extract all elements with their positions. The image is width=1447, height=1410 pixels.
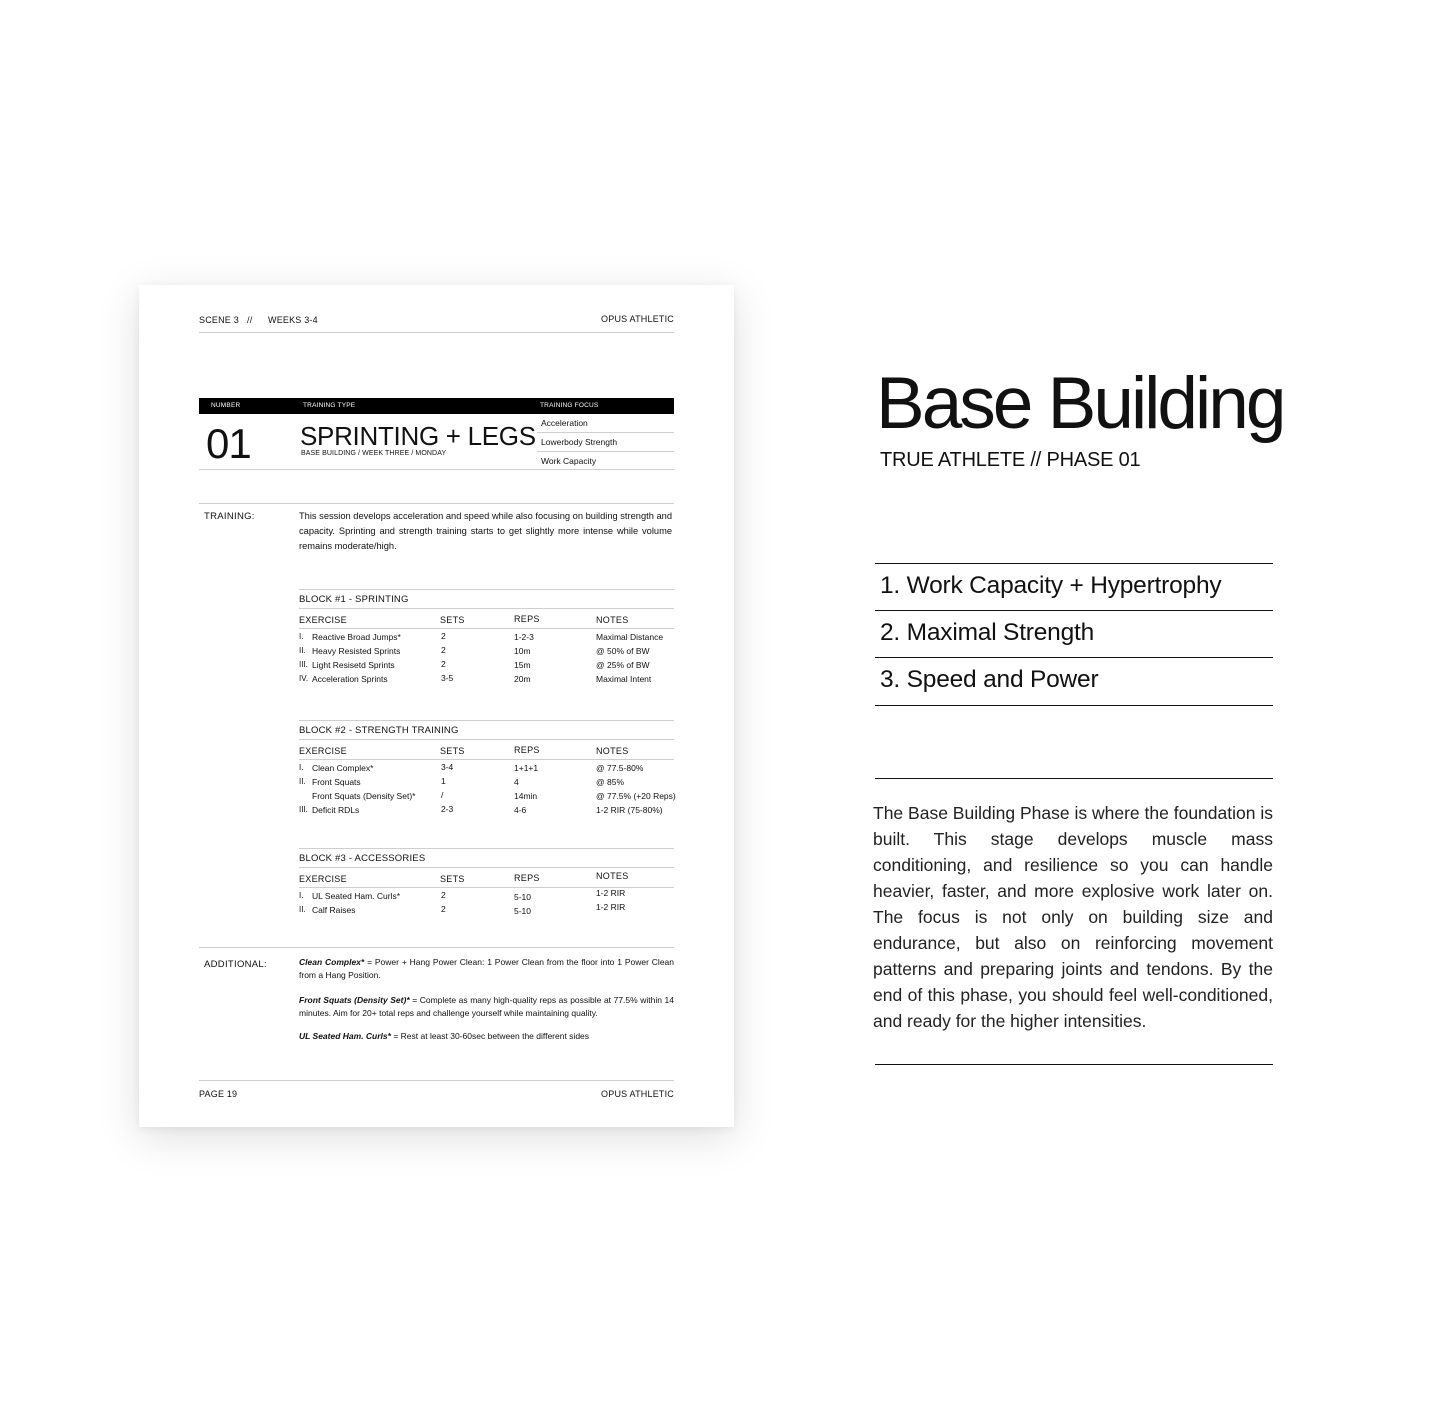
row-numeral: I. xyxy=(299,763,304,772)
row-numeral: III. xyxy=(299,660,308,669)
row-reps: 4-6 xyxy=(514,805,527,815)
row-notes: 1-2 RIR xyxy=(596,902,626,912)
additional-label: ADDITIONAL: xyxy=(204,959,267,970)
paragraph-top-divider xyxy=(875,778,1273,779)
row-sets: 1 xyxy=(441,776,446,786)
col-notes: NOTES xyxy=(596,746,629,756)
col-reps: REPS xyxy=(514,614,540,624)
block-top-divider xyxy=(299,720,674,721)
bar-type-label: TRAINING TYPE xyxy=(303,402,356,409)
col-exercise: EXERCISE xyxy=(299,746,347,756)
bar-focus-label: TRAINING FOCUS xyxy=(540,402,599,409)
phase-list-item: 2. Maximal Strength xyxy=(880,619,1095,646)
row-sets: 3-5 xyxy=(441,673,454,683)
table-row xyxy=(299,674,679,688)
col-sets: SETS xyxy=(440,615,465,625)
col-sets: SETS xyxy=(440,874,465,884)
row-sets: 2-3 xyxy=(441,804,454,814)
row-notes: Maximal Distance xyxy=(596,632,664,642)
phase-list-divider xyxy=(875,705,1273,706)
footer-brand: OPUS ATHLETIC xyxy=(601,1089,674,1099)
row-exercise: Acceleration Sprints xyxy=(312,674,388,684)
row-sets: 2 xyxy=(441,904,446,914)
row-reps: 10m xyxy=(514,646,531,656)
row-notes: @ 77.5% (+20 Reps) xyxy=(596,791,676,801)
row-notes: @ 25% of BW xyxy=(596,660,650,670)
row-reps: 5-10 xyxy=(514,906,532,916)
phase-title: Base Building xyxy=(876,363,1284,444)
phase-list-item: 1. Work Capacity + Hypertrophy xyxy=(880,572,1222,599)
block-title-divider xyxy=(299,867,674,868)
focus-item: Acceleration xyxy=(541,418,588,428)
table-row xyxy=(299,632,679,646)
table-row xyxy=(299,805,679,819)
row-exercise: Front Squats xyxy=(312,777,361,787)
row-notes: @ 85% xyxy=(596,777,625,787)
focus-divider xyxy=(537,432,674,433)
row-notes: @ 77.5-80% xyxy=(596,763,644,773)
row-reps: 4 xyxy=(514,777,519,787)
focus-item: Lowerbody Strength xyxy=(541,437,618,447)
row-exercise: Reactive Broad Jumps* xyxy=(312,632,401,642)
row-notes: 1-2 RIR (75-80%) xyxy=(596,805,663,815)
row-sets: 3-4 xyxy=(441,762,454,772)
additional-note xyxy=(299,956,674,982)
header-separator: // xyxy=(247,315,253,325)
bar-number-label: NUMBER xyxy=(211,402,241,409)
phase-list-divider xyxy=(875,657,1273,658)
workout-page xyxy=(139,285,734,1127)
table-row xyxy=(299,902,679,919)
focus-item: Work Capacity xyxy=(541,456,597,466)
header-weeks: WEEKS 3-4 xyxy=(268,315,318,325)
row-reps: 20m xyxy=(514,674,531,684)
row-sets: / xyxy=(441,790,444,800)
row-numeral: II. xyxy=(299,905,306,914)
row-numeral: I. xyxy=(299,891,304,900)
row-exercise: Light Resisetd Sprints xyxy=(312,660,395,670)
row-sets: 2 xyxy=(441,645,446,655)
col-sets: SETS xyxy=(440,746,465,756)
col-divider xyxy=(299,759,674,760)
col-divider xyxy=(299,628,674,629)
session-divider xyxy=(199,469,674,470)
training-description: This session develops acceleration and speed while also focusing on building strength and capacity. Sprinting and strength training starts to get slightly more intense while volume remains moderate/high. xyxy=(299,511,672,551)
row-numeral: II. xyxy=(299,777,306,786)
note-text: = Rest at least 30-60sec between the different sides xyxy=(390,1031,590,1041)
focus-divider xyxy=(537,451,674,452)
header-scene: SCENE 3 xyxy=(199,315,239,325)
row-reps: 15m xyxy=(514,660,531,670)
additional-divider xyxy=(199,947,674,948)
session-title: SPRINTING + LEGS xyxy=(300,421,536,451)
row-reps: 14min xyxy=(514,791,538,801)
header-brand: OPUS ATHLETIC xyxy=(601,314,674,324)
row-sets: 2 xyxy=(441,631,446,641)
table-row xyxy=(299,791,679,805)
additional-note xyxy=(299,994,674,1020)
row-numeral: II. xyxy=(299,646,306,655)
row-numeral: III. xyxy=(299,805,308,814)
table-row xyxy=(299,646,679,660)
col-notes: NOTES xyxy=(596,615,629,625)
header-divider xyxy=(199,332,674,333)
phase-subtitle: TRUE ATHLETE // PHASE 01 xyxy=(880,449,1141,471)
paragraph-bottom-divider xyxy=(875,1064,1273,1065)
block-title: BLOCK #3 - ACCESSORIES xyxy=(299,853,426,864)
table-row xyxy=(299,660,679,674)
row-exercise: Deficit RDLs xyxy=(312,805,360,815)
col-reps: REPS xyxy=(514,745,540,755)
col-notes: NOTES xyxy=(596,871,629,881)
row-exercise: Front Squats (Density Set)* xyxy=(312,791,416,801)
row-numeral: IV. xyxy=(299,674,309,683)
block-top-divider xyxy=(299,589,674,590)
row-exercise: Calf Raises xyxy=(312,905,356,915)
row-notes: @ 50% of BW xyxy=(596,646,650,656)
row-reps: 1-2-3 xyxy=(514,632,534,642)
row-reps: 1+1+1 xyxy=(514,763,539,773)
row-numeral: I. xyxy=(299,632,304,641)
row-sets: 2 xyxy=(441,890,446,900)
block-title-divider xyxy=(299,608,674,609)
col-exercise: EXERCISE xyxy=(299,874,347,884)
row-exercise: Heavy Resisted Sprints xyxy=(312,646,401,656)
additional-note xyxy=(299,1030,674,1043)
col-exercise: EXERCISE xyxy=(299,615,347,625)
session-number: 01 xyxy=(206,420,251,467)
col-reps: REPS xyxy=(514,873,540,883)
row-notes: Maximal Intent xyxy=(596,674,652,684)
block-top-divider xyxy=(299,848,674,849)
row-exercise: Clean Complex* xyxy=(312,763,374,773)
note-text: = Complete as many high-quality reps as possible at 77.5% within 14 minutes. Aim for 20+ total reps and challenge yourself while maintaining quality. xyxy=(299,995,674,1018)
note-term: Clean Complex* xyxy=(299,957,365,967)
row-exercise: UL Seated Ham. Curls* xyxy=(312,891,401,901)
phase-description: The Base Building Phase is where the foundation is built. This stage develops muscle mass conditioning, and resilience so you can handle heavier, faster, and more explosive work later on. The focus is not only on building size and endurance, but also on reinforcing movement patterns and preparing joints and tendons. By the end of this phase, you should feel well-conditioned, and ready for the higher intensities. xyxy=(873,803,1273,1031)
row-notes: 1-2 RIR xyxy=(596,888,626,898)
phase-list-divider xyxy=(875,610,1273,611)
footer-divider xyxy=(199,1080,674,1081)
table-row xyxy=(299,763,679,777)
session-header-bar xyxy=(199,398,674,414)
session-subtitle: BASE BUILDING / WEEK THREE / MONDAY xyxy=(301,450,447,457)
training-divider xyxy=(199,503,674,504)
training-label: TRAINING: xyxy=(204,511,255,522)
footer-page: PAGE 19 xyxy=(199,1089,238,1099)
row-sets: 2 xyxy=(441,659,446,669)
note-term: Front Squats (Density Set)* xyxy=(299,995,410,1005)
block-title: BLOCK #2 - STRENGTH TRAINING xyxy=(299,725,459,736)
block-title: BLOCK #1 - SPRINTING xyxy=(299,594,409,605)
note-text: = Power + Hang Power Clean: 1 Power Clean from the floor into 1 Power Clean from a Hang Position. xyxy=(299,957,675,980)
note-term: UL Seated Ham. Curls* xyxy=(299,1031,391,1041)
table-row xyxy=(299,777,679,791)
phase-list-item: 3. Speed and Power xyxy=(880,666,1099,693)
phase-list-divider xyxy=(875,563,1273,564)
block-title-divider xyxy=(299,739,674,740)
row-reps: 5-10 xyxy=(514,892,532,902)
